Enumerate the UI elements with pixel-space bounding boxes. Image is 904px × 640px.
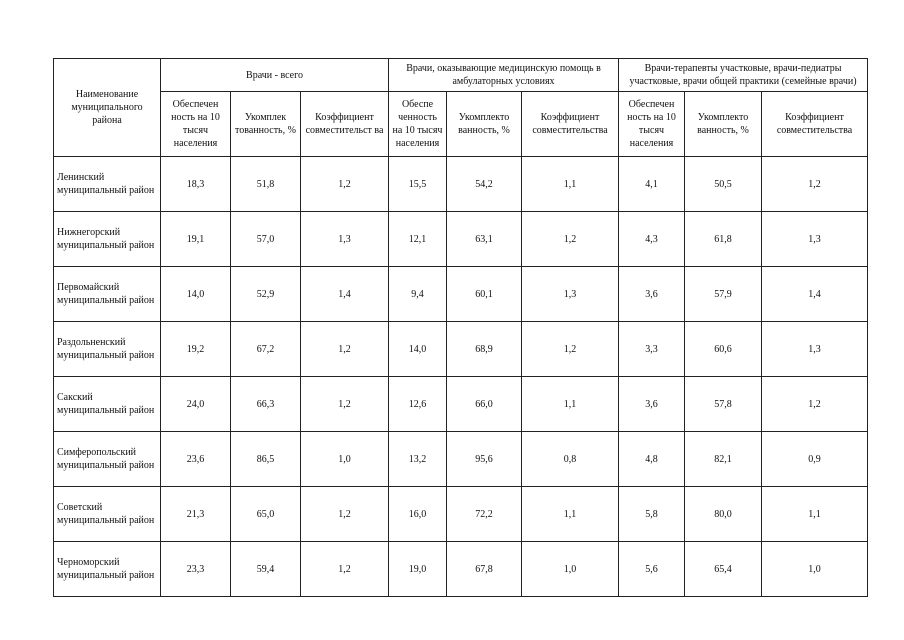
sub-header: Коэффициент совместительства	[762, 92, 868, 157]
value-cell: 82,1	[685, 432, 762, 487]
value-cell: 59,4	[231, 542, 301, 597]
value-cell: 51,8	[231, 157, 301, 212]
value-cell: 3,3	[619, 322, 685, 377]
value-cell: 72,2	[447, 487, 522, 542]
sub-header: Коэффициент совместительст ва	[301, 92, 389, 157]
value-cell: 1,2	[301, 322, 389, 377]
sub-header: Укомплек тованность, %	[231, 92, 301, 157]
value-cell: 9,4	[389, 267, 447, 322]
value-cell: 1,2	[522, 212, 619, 267]
value-cell: 52,9	[231, 267, 301, 322]
value-cell: 0,8	[522, 432, 619, 487]
value-cell: 1,0	[522, 542, 619, 597]
value-cell: 1,0	[762, 542, 868, 597]
value-cell: 1,3	[522, 267, 619, 322]
table-row	[54, 542, 868, 597]
value-cell: 50,5	[685, 157, 762, 212]
value-cell: 1,2	[301, 542, 389, 597]
value-cell: 86,5	[231, 432, 301, 487]
table-row	[54, 212, 868, 267]
value-cell: 1,0	[301, 432, 389, 487]
value-cell: 4,3	[619, 212, 685, 267]
value-cell: 57,9	[685, 267, 762, 322]
value-cell: 67,2	[231, 322, 301, 377]
sub-header: Укомплекто ванность, %	[447, 92, 522, 157]
district-name-cell: Раздольненский муниципальный район	[54, 322, 161, 377]
value-cell: 60,1	[447, 267, 522, 322]
value-cell: 1,1	[522, 487, 619, 542]
value-cell: 12,1	[389, 212, 447, 267]
value-cell: 65,4	[685, 542, 762, 597]
sub-header: Коэффициент совместительства	[522, 92, 619, 157]
value-cell: 3,6	[619, 267, 685, 322]
value-cell: 19,2	[161, 322, 231, 377]
value-cell: 21,3	[161, 487, 231, 542]
value-cell: 19,0	[389, 542, 447, 597]
district-name-cell: Нижнегорский муниципальный район	[54, 212, 161, 267]
district-name-cell: Ленинский муниципальный район	[54, 157, 161, 212]
value-cell: 18,3	[161, 157, 231, 212]
value-cell: 1,3	[762, 212, 868, 267]
value-cell: 5,8	[619, 487, 685, 542]
group-header-district-therapists: Врачи-терапевты участковые, врачи-педиатры участковые, врачи общей практики (семейные врачи)	[619, 59, 868, 92]
value-cell: 60,6	[685, 322, 762, 377]
group-header-all-doctors: Врачи - всего	[161, 59, 389, 92]
table-row	[54, 377, 868, 432]
value-cell: 1,3	[762, 322, 868, 377]
table-row	[54, 322, 868, 377]
value-cell: 1,2	[762, 377, 868, 432]
group-header-row	[54, 59, 868, 92]
value-cell: 57,0	[231, 212, 301, 267]
value-cell: 24,0	[161, 377, 231, 432]
value-cell: 1,2	[301, 377, 389, 432]
sub-header: Укомплекто ванность, %	[685, 92, 762, 157]
value-cell: 3,6	[619, 377, 685, 432]
value-cell: 95,6	[447, 432, 522, 487]
value-cell: 14,0	[161, 267, 231, 322]
value-cell: 1,2	[301, 157, 389, 212]
value-cell: 4,8	[619, 432, 685, 487]
value-cell: 1,4	[301, 267, 389, 322]
value-cell: 16,0	[389, 487, 447, 542]
value-cell: 63,1	[447, 212, 522, 267]
district-name-cell: Черноморский муниципальный район	[54, 542, 161, 597]
table-row	[54, 432, 868, 487]
table-row	[54, 267, 868, 322]
column-header-district: Наименование муниципального района	[54, 59, 161, 157]
value-cell: 80,0	[685, 487, 762, 542]
value-cell: 66,0	[447, 377, 522, 432]
statistics-table	[53, 58, 868, 597]
value-cell: 65,0	[231, 487, 301, 542]
value-cell: 23,6	[161, 432, 231, 487]
value-cell: 12,6	[389, 377, 447, 432]
value-cell: 1,1	[762, 487, 868, 542]
table-row	[54, 487, 868, 542]
value-cell: 66,3	[231, 377, 301, 432]
district-name-cell: Советский муниципальный район	[54, 487, 161, 542]
table-body	[54, 157, 868, 597]
sub-header-row	[54, 92, 868, 157]
value-cell: 1,2	[522, 322, 619, 377]
table-row	[54, 157, 868, 212]
sub-header: Обеспечен ность на 10 тысяч населения	[619, 92, 685, 157]
value-cell: 1,2	[762, 157, 868, 212]
value-cell: 1,2	[301, 487, 389, 542]
value-cell: 68,9	[447, 322, 522, 377]
sub-header: Обеспе ченность на 10 тысяч населения	[389, 92, 447, 157]
district-name-cell: Сакский муниципальный район	[54, 377, 161, 432]
value-cell: 0,9	[762, 432, 868, 487]
value-cell: 1,1	[522, 377, 619, 432]
value-cell: 1,3	[301, 212, 389, 267]
value-cell: 13,2	[389, 432, 447, 487]
value-cell: 57,8	[685, 377, 762, 432]
sub-header: Обеспечен ность на 10 тысяч населения	[161, 92, 231, 157]
value-cell: 1,4	[762, 267, 868, 322]
value-cell: 5,6	[619, 542, 685, 597]
value-cell: 61,8	[685, 212, 762, 267]
value-cell: 15,5	[389, 157, 447, 212]
district-name-cell: Симферопольский муниципальный район	[54, 432, 161, 487]
value-cell: 14,0	[389, 322, 447, 377]
group-header-outpatient-doctors: Врачи, оказывающие медицинскую помощь в амбулаторных условиях	[389, 59, 619, 92]
value-cell: 4,1	[619, 157, 685, 212]
district-name-cell: Первомайский муниципальный район	[54, 267, 161, 322]
value-cell: 1,1	[522, 157, 619, 212]
value-cell: 19,1	[161, 212, 231, 267]
value-cell: 67,8	[447, 542, 522, 597]
value-cell: 23,3	[161, 542, 231, 597]
value-cell: 54,2	[447, 157, 522, 212]
